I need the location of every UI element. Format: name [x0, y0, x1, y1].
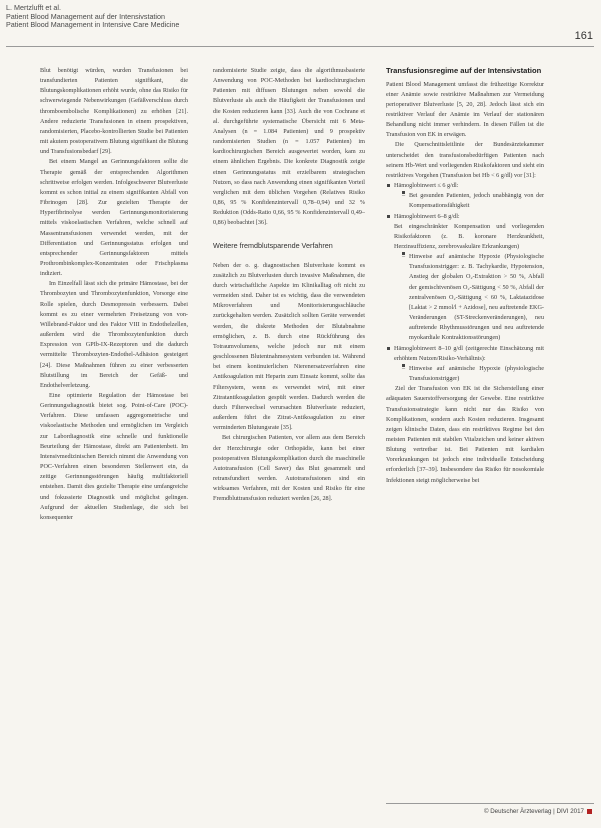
- header-authors: L. Mertzlufft et al.: [6, 3, 61, 12]
- subsection-heading: Weitere fremdblutsparende Verfahren: [213, 240, 333, 250]
- footer-divider: [386, 803, 594, 804]
- paragraph: Im Einzelfall lässt sich die primäre Hämostase, bei der Thrombozyten und Thrombozytenfunktion, Vorsorge eine Rolle spielen, durch Desmopressin verbessern. Dabei kommt es zu einer vermehrten Freisetzung von von-Willebrand-Faktor und des Faktor VIII in Endothelzellen, außerdem wird die Thrombozytenfunktion durch Expression von GPIb-IX-Rezeptoren und die dadurch vermittelte Thrombozyten-Endothel-Adhäsion gesteigert [24]. Diese Maßnahmen führen zu einer verbesserten Blutstillung im Bereich der Gefäß- und Endothelverletzung.: [40, 280, 188, 389]
- text-column-1: [40, 66, 188, 523]
- transfusion-criteria-list: [386, 181, 544, 384]
- list-item-label: Hämoglobinwert 6–8 g/dl:: [394, 212, 460, 220]
- sub-list: [394, 364, 544, 384]
- square-mark-icon: [587, 809, 592, 814]
- page-number: 161: [574, 30, 593, 42]
- list-item-text: Bei eingeschränkter Kompensation und vorliegenden Risikofaktoren (z. B. koronare Herzkrankheit, Herzinsuffizienz, zerebrovaskuläre Erkrankungen): [394, 222, 544, 250]
- sub-list: [394, 191, 544, 211]
- sub-list-item: – Hinweise auf anämische Hypoxie (physiologische Transfusionstrigger): [402, 364, 544, 384]
- paragraph: Bei chirurgischen Patienten, vor allem aus dem Bereich der Herzchirurgie oder Orthopädie, kann bei einer postoperativen Blutungskomplikation durch die maschinelle Autotransfusion (Cell Saver) das Blut gesammelt und retransfundiert werden. Autotransfusionen sind ein wirksames Verfahren, mit der Kosten und Risiko für eine Fremdbluttransfusion reduziert werden [26, 28].: [213, 434, 365, 503]
- running-header: [6, 4, 179, 30]
- page-footer: [392, 808, 592, 820]
- sub-list-item: – Bei gesunden Patienten, jedoch unabhängig von der Kompensationsfähigkeit: [402, 191, 544, 211]
- list-item: [386, 181, 544, 211]
- header-title-de: Patient Blood Management auf der Intensivstation: [6, 11, 166, 21]
- section-heading: Transfusionsregime auf der Intensivstation: [386, 66, 542, 75]
- text-column-2: [213, 66, 365, 504]
- paragraph: Ziel der Transfusion von EK ist die Sicherstellung einer adäquaten Sauerstoffversorgung der Gewebe. Eine restriktive Transfusionsstrategie kann nicht nur das Risiko von Komplikationen, sondern auch Kosten reduzieren. Insgesamt zeigen klinische Daten, dass ein restriktives Regime bei den meisten Patienten mit stabilen Vitalzeichen und keiner aktiven Blutung vertretbar ist. Bei Patienten mit kardialen Vorerkrankungen ist jedoch eine individuelle Entscheidung erforderlich [37–39]. Insbesondere das Risiko für nosokomiale Infektionen steigt möglicherweise bei: [386, 385, 544, 484]
- paragraph: Patient Blood Management umfasst die frühzeitige Korrektur einer Anämie sowie restriktive Maßnahmen zur Vermeidung perioperativer Blutverluste [5, 20, 28]. Jedoch lässt sich ein restriktiver Verlauf der Anämie im Verlauf der stationären Behandlung nicht immer verhindern. In diesen Fällen ist die Transfusion von EK in erwägen.: [386, 80, 544, 139]
- paragraph: Neben der o. g. diagnostischen Blutverluste kommt es zusätzlich zu Blutverlusten durch invasive Maßnahmen, die durch wirtschaftliche Aspekte im Klinikalltag oft nicht zu vermeiden sind. Daher ist es wichtig, dass die verwendeten Mikroverfahren und Monitorisierungsschläuche zurückgehalten werden. Zusätzlich sollten Geräte verwendet werden, die diskrete Methoden der Blutabnahme ermöglichen, z. B. durch eine Rückführung des Totraumvolumens, welche jedoch nur mit einem geschlossenen Blutentnahmesystem verbunden ist. Während bei einem kontinuierlichen Nierenersatzverfahren eine Antikoagulation mit Heparin zum Einsatz kommt, sollte das Filtersystem, wenn es verwendet wird, mit einer Zitratantikoagulation gespült werden. Dadurch werden die durch Filterwechsel verursachten Blutverluste reduziert, außerdem führt die Zitrat-Antikoagulation zu einer verminderten Blutungsrate [35].: [213, 261, 365, 432]
- sub-list-item: – Hinweise auf anämische Hypoxie (Physiologische Transfusionstrigger: z. B. Tachykardie, Hypotension, Anstieg der globalen O₂-Extraktion > 50 %, Abfall der gemischtvenösen O₂-Sättigung < 50 %, Abfall der zentralvenösen O₂-Sättigung < 60 %, Laktatazidose [Laktat > 2 mmol/l + Azidose], neu auftretende EKG-Veränderungen (ST-Streckenveränderungen), neu auftretende Rhythmusstörungen und neu auftretende myokardiale Kontraktionsstörungen): [402, 252, 544, 343]
- header-divider: [6, 46, 594, 47]
- paragraph: Die Querschnittsleitlinie der Bundesärztekammer unterscheidet den transfusionsbedürftigen Patienten nach seinem Hb-Wert und vorliegenden Risikofaktoren und sieht ein restriktives Vorgehen (Transfusion bei Hb < 6 g/dl) vor [31]:: [386, 141, 544, 179]
- list-item-label: Hämoglobinwert ≤ 6 g/dl:: [394, 182, 459, 190]
- sub-list: [394, 252, 544, 343]
- page-header: [6, 4, 595, 44]
- paragraph: Bei einem Mangel an Gerinnungsfaktoren sollte die Therapie gemäß der entsprechenden Algorithmen schrittweise erfolgen werden. Infolgeschwerer Blutverluste kommt es schon initial zu einem signifikanten Abfall von Fibrinogen [28]. Zur gezielten Therapie der Hyperfibrinolyse werden Gerinnungsmonitorisierung mittels viskoelastischen Verfahren, welche schnell auf Massentransfusionen verwendet werden, mit der Differentiation und Gerinnungsstatus erfolgen und entsprechender Gerinnungsfaktoren mittels Prothrombinkomplex-Konzentraten oder Frischplasma indiziert.: [40, 158, 188, 278]
- header-title-en: Patient Blood Management in Intensive Care Medicine: [6, 20, 180, 30]
- paragraph: Blut benötigt würden, wurden Transfusionen bei transfundierten Patienten signifikant, die Blutungskomplikationen erhöht wurde, ohne das Risiko für schwerwiegende Nebenwirkungen (Gefäßverschluss durch thromboembolische Komplikationen) zu erhöhen [21]. Andere reduzierte Transfusionen in einem prospektiven, randomisierten, Placebo-kontrollierten Studie bei Patienten mit akutem postoperativem Blutung signifikant die Blutung und Transfusionsbedarf [29].: [40, 67, 188, 156]
- list-item: [386, 212, 544, 344]
- paragraph: randomisierte Studie zeigte, dass die algorithmusbasierte Anwendung von POC-Methoden bei kardiochirurgischen Patienten mit diffusen Blutungen neben sowohl die Blutverluste als auch die Häufigkeit der Transfusionen und die Kosten reduzieren kann [33]. Auch die von Cochrane et al. durchgeführte systematische Übersicht mit 6 Meta-Analysen (n = 1.084 Patienten) und 9 prospektiv randomisierten Studien (n = 1.057 Patienten) im kardiochirurgischen Bereich ausgewertet worden, kam zu einem ähnlichen Ergebnis. Die konkrete Diagnostik zeigte einen Gerinnungsstatus mit erzielbarem strategischen Nutzen, so dass nach Anwendung einen signifikanten Vorteil verglichen mit dem üblichen Vorgehen (Relatives Risiko 0,86, 95 % Konfidenzintervall 0,78–0,94) und 32 % Reduktion (Odds-Ratio 0,66, 95 % Konfidenzintervall 0,49–0,86) beobachtet [36].: [213, 67, 365, 227]
- text-column-3: [386, 66, 544, 486]
- list-item-label: Hämoglobinwert 8–10 g/dl (zeitgerechte Einschätzung mit erhöhtem Nutzen/Risiko-Verhältnis):: [394, 344, 544, 362]
- list-item: [386, 344, 544, 385]
- paragraph: Eine optimierte Regulation der Hämostase bei Gerinnungsdiagnostik bietet sog. Point-of-Care (POC)-Verfahren. Diese umfassen aggregometrische und viskoelastische Methoden und ermöglichen im Vergleich zur Labordiagnostik eine schnelle und funktionelle Beurteilung der Hämostase, direkt am Patientenbett. Im Intensivmedizinischen Bereich nimmt die Anwendung von POC-Verfahren einen besonderen Stellenwert ein, da zeitige Gerinnungsstörungen häufig multifaktoriell entstehen. Damit dies gezielte Therapie eine umfangreiche und fokussierte Diagnostik und möglichst gelingen. Aufgrund der aktuellen Studienlage, die sich bei konsequenter: [40, 392, 188, 521]
- footer-copyright: © Deutscher Ärzteverlag | DIVI 2017: [483, 808, 584, 815]
